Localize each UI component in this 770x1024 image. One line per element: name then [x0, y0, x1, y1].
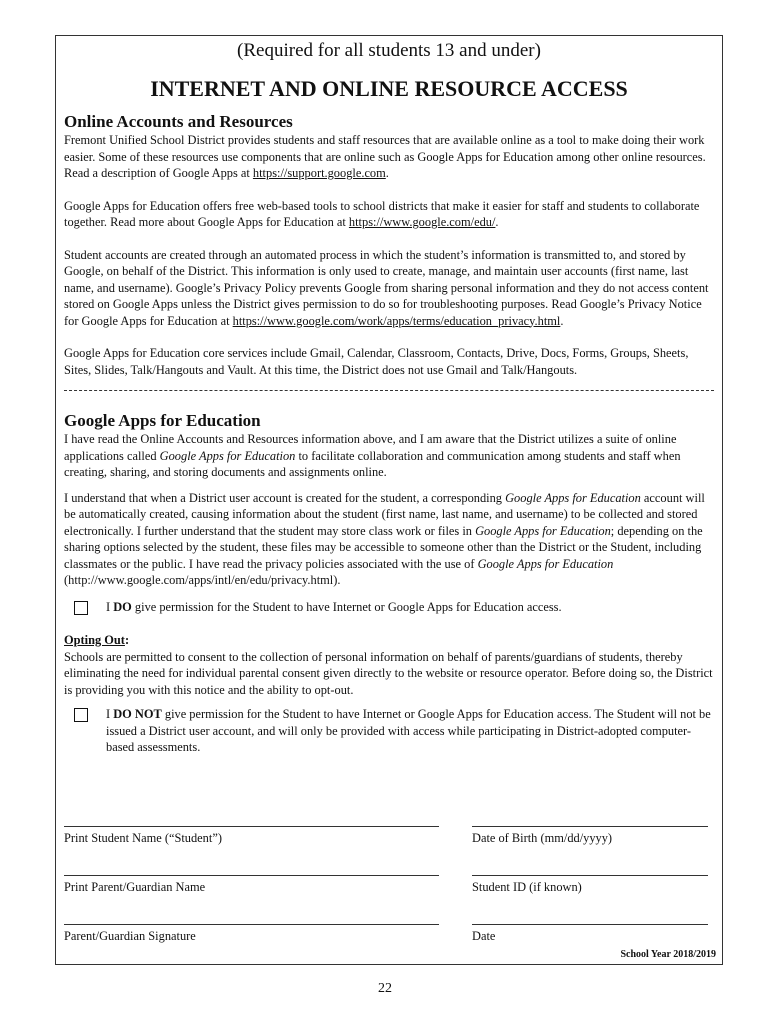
parent-name-line — [64, 875, 439, 876]
signature-row-3 — [64, 924, 714, 944]
dob-field[interactable] — [472, 826, 708, 846]
subtitle: (Required for all students 13 and under) — [237, 40, 541, 61]
school-year: School Year 2018/2019 — [620, 949, 716, 960]
online-accounts-paragraph-3 — [64, 247, 714, 330]
text: I — [106, 599, 114, 614]
page-number: 22 — [378, 981, 392, 996]
dob-line — [472, 826, 708, 827]
gafe-emphasis: Google Apps for Education — [159, 448, 296, 463]
period: . — [560, 313, 564, 328]
online-accounts-paragraph-1 — [64, 132, 714, 182]
dob-label: Date of Birth (mm/dd/yyyy) — [472, 831, 613, 845]
date-label: Date — [472, 929, 496, 943]
permission-do-option — [64, 599, 714, 616]
online-accounts-paragraph-2 — [64, 198, 714, 231]
text: I understand that when a District user account is created for the student, a corresponding — [64, 490, 506, 505]
text: give permission for the Student to have Internet or Google Apps for Education access. The Student will not be issued a District user account, and will only be provided with access while participating in District-adopted computer-based assessments. — [106, 707, 711, 754]
permission-donot-label — [106, 706, 714, 756]
opting-out-paragraph: Schools are permitted to consent to the collection of personal information on behalf of parents/guardians of students, thereby eliminating the need for individual parental consent given directly to the website or resource operator. Before doing so, the District is providing you with this notice and the ability to opt-out. — [64, 649, 713, 697]
page-title: INTERNET AND ONLINE RESOURCE ACCESS — [150, 76, 628, 101]
google-edu-link[interactable]: https://www.google.com/edu/ — [348, 215, 496, 229]
period: . — [495, 215, 499, 229]
parent-name-field[interactable] — [64, 875, 439, 895]
google-apps-paragraph-2 — [64, 490, 714, 589]
google-apps-paragraph-1 — [64, 431, 714, 481]
text: ; depending on the sharing options selected by the student, these files may be accessible to someone other than the District or the Student, including classmates or the public. I have read the privacy policies associated with the use of — [64, 523, 703, 571]
gafe-emphasis: Google Apps for Education — [505, 490, 641, 505]
text: to facilitate collaboration and communication among students and staff when creating, sharing, and storing documents and assignments online. — [64, 448, 681, 479]
text: I — [106, 707, 114, 721]
donot-emphasis: DO NOT — [113, 707, 162, 721]
parent-name-label: Print Parent/Guardian Name — [64, 880, 206, 894]
text: I have read the Online Accounts and Resources information above, and I am aware that the District utilizes a suite of online applications called — [64, 432, 677, 463]
text: Student accounts are created through an automated process in which the student’s information is transmitted to, and stored by Google, on behalf of the District. This information is only used to create, manage, and maintain user accounts (first name, last name, and username). Google’s Privacy Policy prevents Google from sharing personal information and they do not access content stored on Google Apps unless the District gives permission to do so for troubleshooting purposes. Read Google’s Privacy Notice for Google Apps for Education at — [64, 247, 709, 328]
text: (http://www.google.com/apps/intl/en/edu/privacy.html). — [64, 573, 341, 587]
privacy-notice-link[interactable]: https://www.google.com/work/apps/terms/education_privacy.html — [232, 313, 561, 328]
signature-row-1 — [64, 826, 714, 846]
opting-out-section — [64, 632, 714, 649]
dashed-divider — [64, 390, 714, 391]
online-accounts-paragraph-4: Google Apps for Education core services include Gmail, Calendar, Classroom, Contacts, Drive, Docs, Forms, Groups, Sheets, Sites, Slides, Talk/Hangouts and Vault. At this time, the District does not use Gmail and Talk/Hangouts. — [64, 346, 689, 377]
permission-do-checkbox[interactable] — [74, 601, 88, 615]
date-line — [472, 924, 708, 925]
permission-donot-option — [64, 706, 714, 756]
student-name-field[interactable] — [64, 826, 439, 846]
colon: : — [124, 633, 130, 647]
parent-signature-line — [64, 924, 439, 925]
period: . — [385, 166, 389, 180]
online-accounts-heading: Online Accounts and Resources — [64, 112, 293, 131]
date-field[interactable] — [472, 924, 708, 944]
student-id-field[interactable] — [472, 875, 708, 895]
student-id-label: Student ID (if known) — [472, 880, 582, 894]
google-apps-heading: Google Apps for Education — [64, 411, 261, 430]
support-google-link[interactable]: https://support.google.com — [252, 166, 386, 180]
student-name-label: Print Student Name (“Student”) — [64, 831, 222, 845]
signature-row-2 — [64, 875, 714, 895]
form-frame — [55, 35, 723, 965]
opting-out-heading: Opting Out — [64, 633, 125, 647]
gafe-emphasis: Google Apps for Education — [475, 523, 611, 538]
parent-signature-label: Parent/Guardian Signature — [64, 929, 196, 943]
text: Google Apps for Education offers free web-based tools to school districts that make it easier for staff and students to collaborate together. Read more about Google Apps for Education at — [64, 198, 700, 229]
form-content — [64, 36, 714, 756]
gafe-emphasis: Google Apps for Education — [477, 556, 614, 571]
student-id-line — [472, 875, 708, 876]
parent-signature-field[interactable] — [64, 924, 439, 944]
text: Fremont Unified School District provides students and staff resources that are available online as a tool to make doing their work easier. Some of these resources use components that are online such as Google Apps for Education among other online resources. Read a description of Google Apps at — [64, 133, 706, 180]
do-emphasis: DO — [113, 599, 132, 614]
text: account will be automatically created, causing information about the student (first name, last name, and username) to be collected and stored electronically. I further understand that the student may store class work or files in — [64, 490, 705, 538]
text: give permission for the Student to have Internet or Google Apps for Education access. — [131, 599, 562, 614]
permission-do-label — [106, 599, 562, 616]
permission-donot-checkbox[interactable] — [74, 708, 88, 722]
student-name-line — [64, 826, 439, 827]
